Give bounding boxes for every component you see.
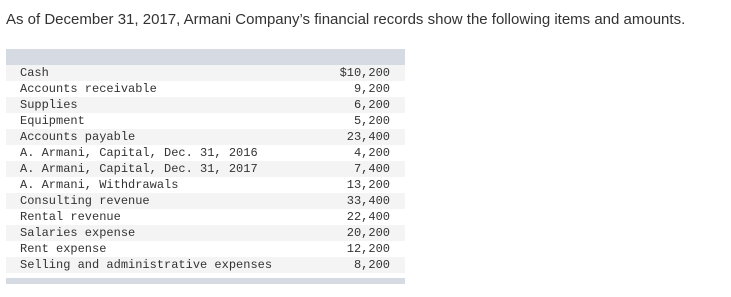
item-label: Cash	[6, 65, 326, 81]
item-amount: 4,200	[326, 145, 405, 161]
item-label: Salaries expense	[6, 225, 326, 241]
table-row	[6, 209, 405, 225]
table-row	[6, 129, 405, 145]
item-label: A. Armani, Capital, Dec. 31, 2017	[6, 161, 326, 177]
item-amount: 5,200	[326, 113, 405, 129]
table-row	[6, 97, 405, 113]
item-amount: 7,400	[326, 161, 405, 177]
table-footer-bar	[6, 278, 405, 284]
item-label: Selling and administrative expenses	[6, 257, 326, 273]
item-label: Equipment	[6, 113, 326, 129]
item-label: Rent expense	[6, 241, 326, 257]
item-label: Consulting revenue	[6, 193, 326, 209]
table-row	[6, 113, 405, 129]
table-row	[6, 225, 405, 241]
item-label: A. Armani, Capital, Dec. 31, 2016	[6, 145, 326, 161]
table-row	[6, 241, 405, 257]
item-label: Accounts payable	[6, 129, 326, 145]
table-row	[6, 145, 405, 161]
item-label: Rental revenue	[6, 209, 326, 225]
item-amount: 9,200	[326, 81, 405, 97]
item-amount: 12,200	[326, 241, 405, 257]
question-text: As of December 31, 2017, Armani Company’s financial records show the following items and amounts.	[6, 11, 686, 28]
item-amount: 22,400	[326, 209, 405, 225]
table-row	[6, 65, 405, 81]
table-row	[6, 177, 405, 193]
item-amount: 6,200	[326, 97, 405, 113]
item-amount: $10,200	[326, 65, 405, 81]
table-row	[6, 257, 405, 273]
item-label: Accounts receivable	[6, 81, 326, 97]
item-amount: 23,400	[326, 129, 405, 145]
table-row	[6, 161, 405, 177]
table-row	[6, 81, 405, 97]
item-amount: 8,200	[326, 257, 405, 273]
item-amount: 20,200	[326, 225, 405, 241]
item-label: Supplies	[6, 97, 326, 113]
table-row	[6, 193, 405, 209]
item-label: A. Armani, Withdrawals	[6, 177, 326, 193]
item-amount: 13,200	[326, 177, 405, 193]
item-amount: 33,400	[326, 193, 405, 209]
financial-items-table	[6, 49, 405, 284]
items-table	[6, 65, 405, 273]
table-header-bar	[6, 49, 405, 65]
